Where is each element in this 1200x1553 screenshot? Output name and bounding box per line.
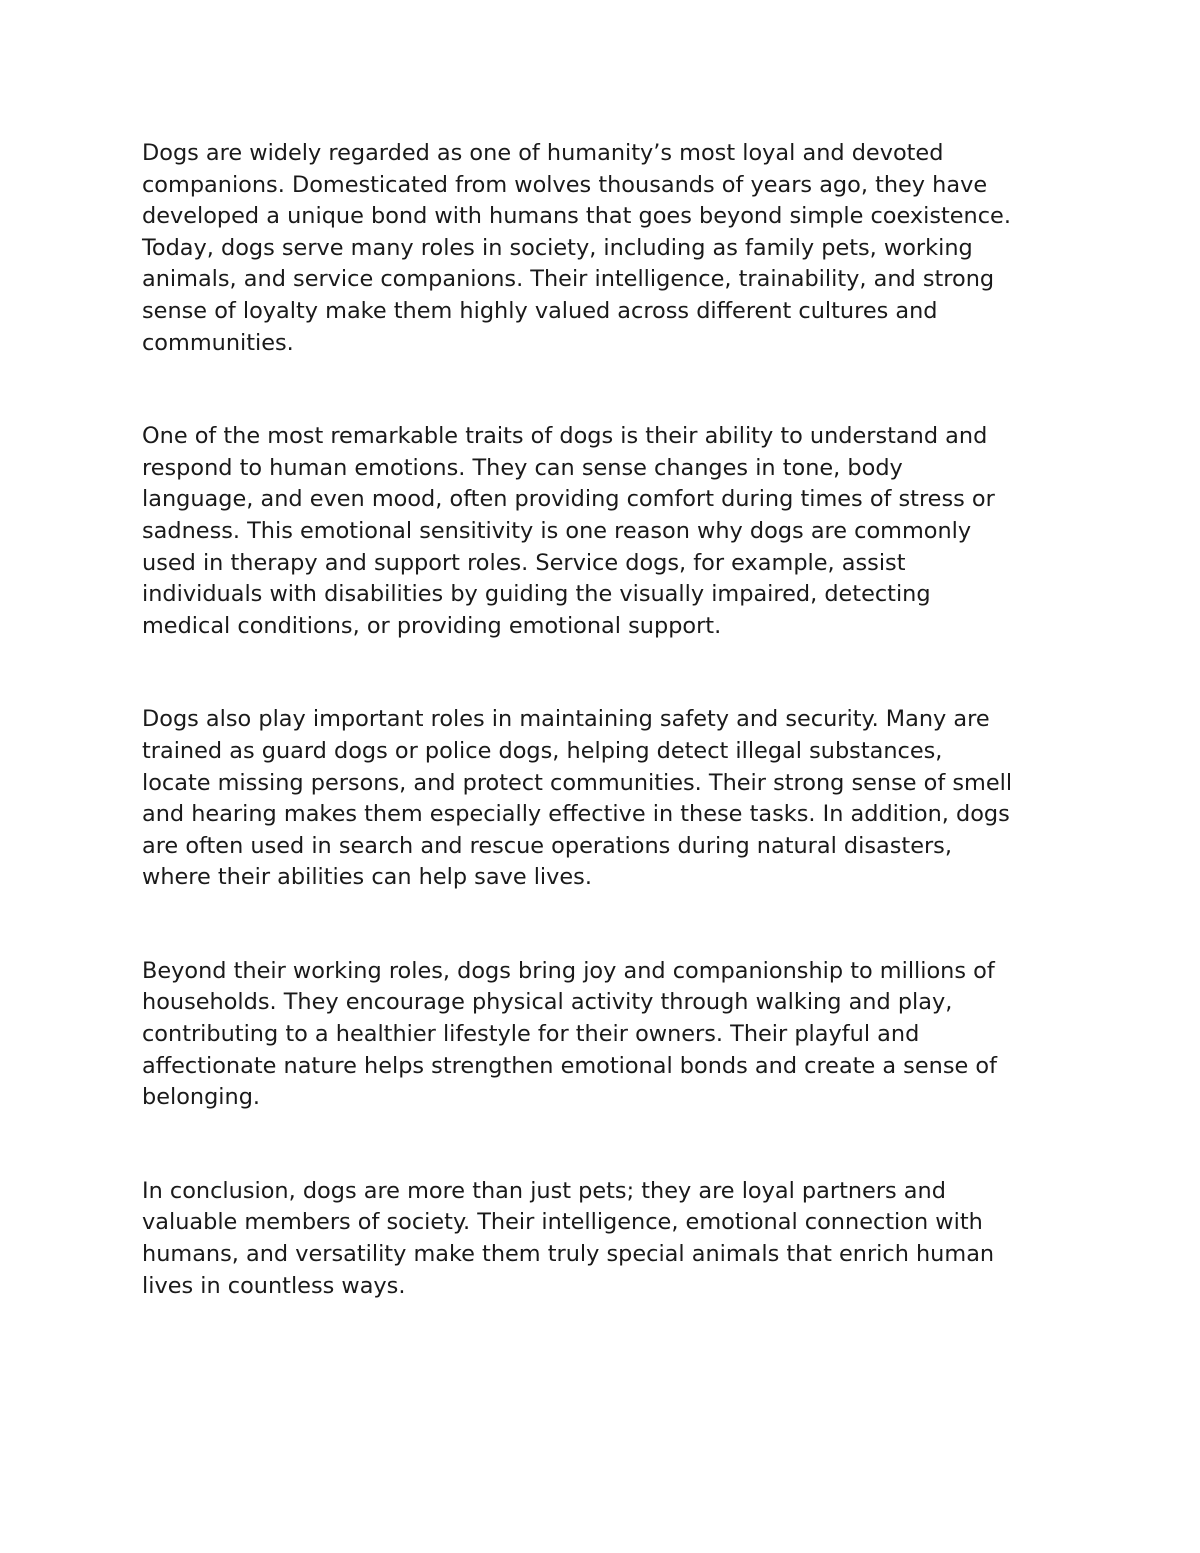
paragraph-introduction: Dogs are widely regarded as one of humanity’s most loyal and devoted companions. Domesticated from wolves thousands of years ago, they have developed a unique bond with humans that goes beyond simple coexistence. Today, dogs serve many roles in society, including as family pets, working animals, and service companions. Their intelligence, trainability, and strong sense of loyalty make them highly valued across different cultures and communities. <box>142 140 1011 356</box>
paragraph-emotions: One of the most remarkable traits of dogs is their ability to understand and respond to human emotions. They can sense changes in tone, body language, and even mood, often providing comfort during times of stress or sadness. This emotional sensitivity is one reason why dogs are commonly used in therapy and support roles. Service dogs, for example, assist individuals with disabilities by guiding the visually impaired, detecting medical conditions, or providing emotional support. <box>142 423 995 639</box>
paragraph-conclusion: In conclusion, dogs are more than just pets; they are loyal partners and valuable members of society. Their intelligence, emotional connection with humans, and versatility make them truly special animals that enrich human lives in countless ways. <box>142 1177 995 1299</box>
document-body <box>142 138 1067 1302</box>
paragraph-companionship: Beyond their working roles, dogs bring joy and companionship to millions of households. They encourage physical activity through walking and play, contributing to a healthier lifestyle for their owners. Their playful and affectionate nature helps strengthen emotional bonds and create a sense of belonging. <box>142 957 997 1111</box>
paragraph-safety: Dogs also play important roles in maintaining safety and security. Many are trained as guard dogs or police dogs, helping detect illegal substances, locate missing persons, and protect communities. Their strong sense of smell and hearing makes them especially effective in these tasks. In addition, dogs are often used in search and rescue operations during natural disasters, where their abilities can help save lives. <box>142 706 1013 891</box>
